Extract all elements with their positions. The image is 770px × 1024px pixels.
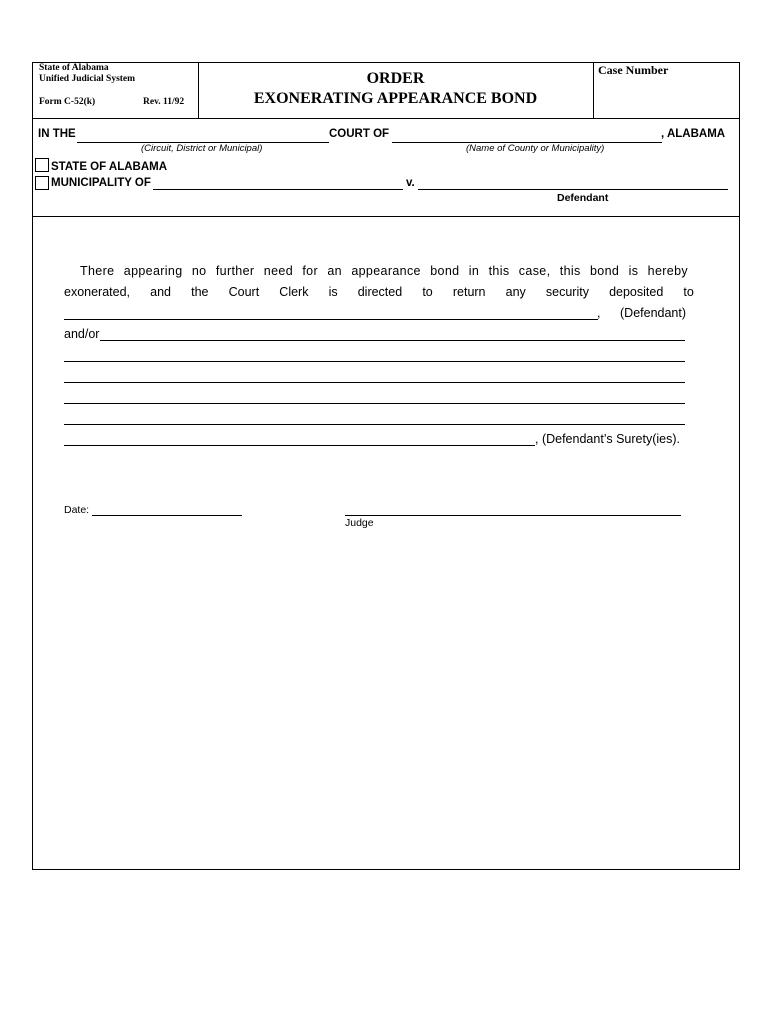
state-of-alabama-label: STATE OF ALABAMA: [51, 161, 168, 173]
court-of-label: COURT OF: [329, 128, 390, 140]
order-text-word: security: [545, 285, 589, 299]
defendant-return-line: [64, 319, 598, 320]
order-text-word: any: [505, 285, 526, 299]
judge-label: Judge: [345, 517, 374, 529]
order-text-word: deposited: [609, 285, 664, 299]
order-text-word: to: [683, 285, 694, 299]
surety-input-4[interactable]: [66, 388, 683, 402]
surety-input-3[interactable]: [66, 367, 683, 381]
order-text-word: is: [328, 285, 338, 299]
header-bottom-rule: [32, 118, 740, 119]
surety-line-4: [64, 403, 685, 404]
form-revision: Rev. 11/92: [143, 97, 185, 107]
county-input[interactable]: [394, 127, 660, 141]
form-number: Form C-52(k): [39, 97, 96, 107]
versus-label: v.: [406, 177, 415, 189]
date-label: Date:: [64, 504, 90, 516]
surety-input-5[interactable]: [66, 409, 683, 423]
defendant-name-line: [418, 189, 728, 190]
form-title-line2: EXONERATING APPEARANCE BOND: [253, 90, 538, 107]
surety-input-6[interactable]: [66, 430, 533, 444]
date-input[interactable]: [94, 500, 240, 514]
county-hint: (Name of County or Municipality): [466, 143, 605, 154]
surety-line-2: [64, 361, 685, 362]
system-label: Unified Judicial System: [39, 74, 136, 84]
municipality-input[interactable]: [155, 174, 401, 188]
alabama-label: , ALABAMA: [661, 128, 726, 140]
surety-label: , (Defendant’s Surety(ies).: [535, 432, 680, 446]
caption-bottom-rule: [32, 216, 740, 217]
surety-line-5: [64, 424, 685, 425]
municipality-checkbox[interactable]: [35, 176, 49, 190]
surety-line-6: [64, 445, 535, 446]
order-text-word: and: [150, 285, 171, 299]
state-label: State of Alabama: [39, 63, 109, 73]
defendant-caption-label: Defendant: [557, 192, 609, 204]
surety-input-1[interactable]: [102, 325, 683, 339]
defendant-name-input[interactable]: [420, 174, 726, 188]
and-or-label: and/or: [64, 327, 100, 341]
date-line: [92, 515, 242, 516]
judge-signature-line: [345, 515, 681, 516]
defendant-comma: ,: [597, 306, 601, 320]
surety-line-1: [100, 340, 685, 341]
judge-signature-input[interactable]: [347, 500, 679, 514]
surety-line-3: [64, 382, 685, 383]
municipality-label: MUNICIPALITY OF: [51, 177, 151, 189]
defendant-return-input[interactable]: [66, 304, 596, 318]
header-divider-right: [593, 62, 594, 118]
case-number-input[interactable]: [600, 84, 730, 98]
order-text-line2: [64, 285, 694, 299]
order-text-word: return: [452, 285, 486, 299]
order-text-word: the: [191, 285, 209, 299]
in-the-label: IN THE: [38, 128, 76, 140]
court-type-hint: (Circuit, District or Municipal): [141, 143, 263, 154]
surety-input-2[interactable]: [66, 346, 683, 360]
form-title-line1: ORDER: [366, 70, 425, 87]
order-text-word: to: [422, 285, 433, 299]
municipality-line: [153, 189, 403, 190]
order-text-line1: There appearing no further need for an appearance bond in this case, this bond is hereby: [80, 264, 688, 278]
case-number-label: Case Number: [598, 63, 669, 77]
order-text-word: Court: [228, 285, 260, 299]
order-text-word: Clerk: [279, 285, 309, 299]
court-type-input[interactable]: [79, 127, 327, 141]
state-of-alabama-checkbox[interactable]: [35, 158, 49, 172]
order-text-word: exonerated,: [64, 285, 131, 299]
order-text-word: directed: [357, 285, 403, 299]
defendant-label: (Defendant): [620, 306, 687, 320]
